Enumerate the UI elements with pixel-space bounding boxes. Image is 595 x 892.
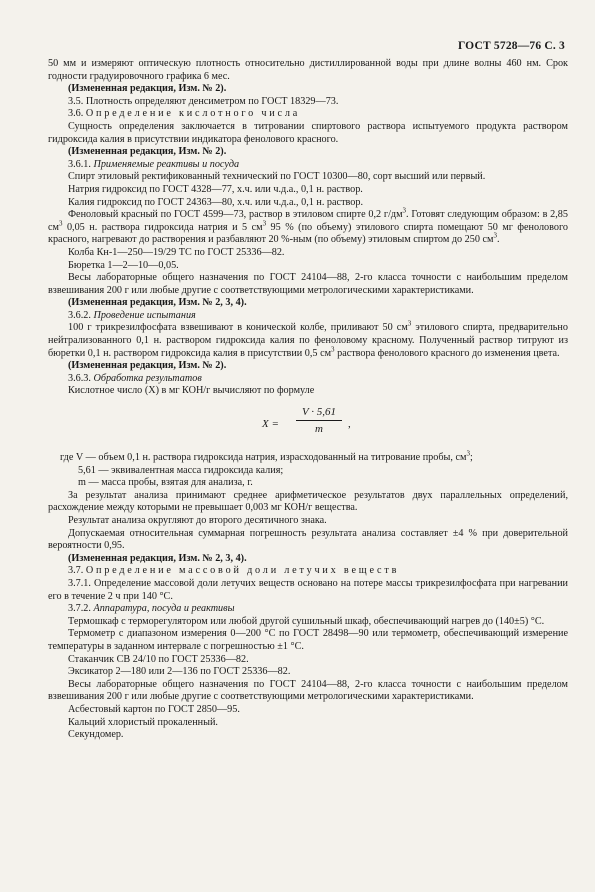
legend-constant: 5,61 — эквивалентная масса гидроксида калия; (78, 464, 284, 476)
clause-title: Проведение испытания (93, 309, 196, 321)
clause-3-6-heading (48, 108, 568, 121)
reagent-item: Колба Кн-1—250—19/29 ТС по ГОСТ 25336—82. (68, 246, 285, 258)
superscript: 3 (58, 219, 63, 228)
clause-title: Определение массовой доли летучих веществ (85, 565, 400, 577)
error-paragraph: Допускаемая относительная суммарная погрешность результата анализа составляет ±4 % при доверительной вероятности 0,95. (48, 527, 568, 552)
reagent-item: Весы лабораторные общего назначения по ГОСТ 24104—88, 2-го класса точности с наибольшим пределом взвешивания 200 г или любые другие с соответствующими метрологическими характеристиками. (48, 272, 568, 296)
document-body (48, 58, 568, 742)
reagent-item: Бюретка 1—2—10—0,05. (68, 259, 179, 271)
text-run: 95 % (по объему) этилового спирта помещают 50 мг фенолового красного, нагревают до растворения и разбавляют 20 %-ным (по объему) этиловым спиртом до 250 см (48, 221, 568, 246)
clause-3-6-text: Сущность определения заключается в титровании спиртового раствора испытуемого продукта раствором гидроксида калия в присутствии индикатора фенолового красного. (48, 120, 568, 145)
edition-note: (Измененная редакция, Изм. № 2). (68, 360, 227, 372)
clause-number: 3.6.2. (68, 309, 91, 321)
clause-number: 3.6.3. (68, 372, 91, 384)
equipment-item: Термошкаф с терморегулятором или любой другой сушильный шкаф, обеспечивающий нагрев до (140±5) °С. (68, 615, 545, 627)
text-run: Феноловый красный по ГОСТ 4599—73, раствор в этиловом спирте 0,2 г/дм (68, 209, 403, 221)
clause-title: Обработка результатов (93, 372, 202, 384)
equipment-item: Весы лабораторные общего назначения по ГОСТ 24104—88, 2-го класса точности с наибольшим пределом взвешивания 200 г или любые другие с соответствующими метрологическими характеристиками. (48, 678, 568, 703)
clause-number: 3.6.1. (68, 158, 91, 170)
text-run: . Готовят следующим образом: в 2,85 см (48, 209, 568, 233)
equipment-item: Эксикатор 2—180 или 2—136 по ГОСТ 25336—82. (68, 666, 291, 678)
clause-3-7-2-heading (48, 603, 568, 616)
rounding-paragraph: Результат анализа округляют до второго десятичного знака. (68, 515, 327, 526)
clause-title: Применяемые реактивы и посуда (93, 158, 240, 170)
test-procedure (48, 322, 568, 360)
equipment-item: Стаканчик СВ 24/10 по ГОСТ 25336—82. (68, 653, 249, 665)
text-run: этилового спирта, предварительно нейтрализованного 0,1 н. раствором гидроксида калия по феноловому красному. Полученный раствор титруют из бюретки 0,1 н. раствором гидроксида калия в присутствии 0,5 см (48, 322, 568, 359)
superscript: 3 (407, 320, 412, 329)
text-run: ; (469, 452, 473, 464)
formula-denominator: m (315, 422, 323, 435)
formula-tail: , (348, 418, 351, 431)
clause-3-6-1-heading (48, 159, 568, 172)
text-run: где V — объем 0,1 н. раствора гидроксида натрия, израсходованный на титрование пробы, см (60, 452, 467, 464)
clause-number: 3.7. (68, 565, 84, 577)
formula-legend (48, 449, 568, 490)
equipment-item: Секундомер. (68, 729, 124, 741)
edition-note: (Измененная редакция, Изм. № 2). (68, 146, 227, 158)
text-run: раствора фенолового красного до изменения цвета. (334, 347, 560, 359)
equipment-item: Термометр с диапазоном измерения 0—200 °С по ГОСТ 28498—90 или термометр, обеспечивающий измерение температуры в заданном интервале с погрешностью ±1 °С. (48, 628, 568, 652)
legend-v (48, 449, 568, 465)
superscript: 3 (331, 345, 335, 354)
reagent-item-phenol-red (48, 206, 568, 247)
paragraph-calibration-end: 50 мм и измеряют оптическую плотность относительно дистиллированной воды при длине волны 460 нм. Срок годности градуировочного графика 6 мес. (48, 58, 568, 82)
superscript: 3 (466, 449, 470, 458)
reagent-item: Спирт этиловый ректификованный технический по ГОСТ 10300—80, сорт высший или первый. (68, 171, 486, 183)
edition-note: (Измененная редакция, Изм. № 2). (68, 83, 227, 95)
legend-m: m — масса пробы, взятая для анализа, г. (78, 477, 253, 489)
clause-3-6-2-heading (48, 310, 568, 323)
formula-numerator: V · 5,61 (296, 406, 342, 421)
reagent-item: Натрия гидроксид по ГОСТ 4328—77, х.ч. или ч.д.а., 0,1 н. раствор. (68, 183, 363, 195)
clause-title: Аппаратура, посуда и реактивы (93, 603, 235, 615)
text-run: . (496, 234, 500, 246)
acid-number-formula (48, 402, 568, 448)
page-header: ГОСТ 5728—76 С. 3 (457, 40, 565, 52)
text-run: 0,05 н. раствора гидроксида натрия и 5 см (62, 221, 263, 233)
formula-lhs: X = (262, 418, 279, 431)
clause-3-7-1: 3.7.1. Определение массовой доли летучих веществ основано на потере массы трикрезилфосфата при нагревании его в течение 2 ч при 140 °С. (48, 577, 568, 602)
clause-title: Определение кислотного числа (85, 108, 301, 120)
clause-number: 3.6. (68, 108, 84, 120)
edition-note: (Измененная редакция, Изм. № 2, 3, 4). (68, 552, 247, 564)
formula-intro: Кислотное число (X) в мг КОН/г вычисляют по формуле (68, 385, 315, 397)
clause-3-5: 3.5. Плотность определяют денсиметром по ГОСТ 18329—73. (68, 95, 339, 107)
clause-3-6-3-heading (48, 373, 568, 386)
equipment-item: Асбестовый картон по ГОСТ 2850—95. (68, 703, 240, 715)
clause-3-7-heading (48, 565, 568, 578)
text-run: 100 г трикрезилфосфата взвешивают в конической колбе, приливают 50 см (68, 322, 408, 334)
clause-number: 3.7.2. (68, 603, 91, 615)
equipment-item: Кальций хлористый прокаленный. (68, 716, 218, 728)
edition-note: (Измененная редакция, Изм. № 2, 3, 4). (68, 297, 247, 309)
reagent-item: Калия гидроксид по ГОСТ 24363—80, х.ч. или ч.д.а., 0,1 н. раствор. (68, 196, 363, 208)
result-paragraph: За результат анализа принимают среднее арифметическое результатов двух параллельных определений, расхождение между которыми не превышает 0,003 мг КОН/г вещества. (48, 489, 568, 514)
superscript: 3 (493, 231, 497, 240)
superscript: 3 (262, 219, 267, 228)
formula-fraction (296, 406, 342, 435)
superscript: 3 (402, 206, 407, 215)
